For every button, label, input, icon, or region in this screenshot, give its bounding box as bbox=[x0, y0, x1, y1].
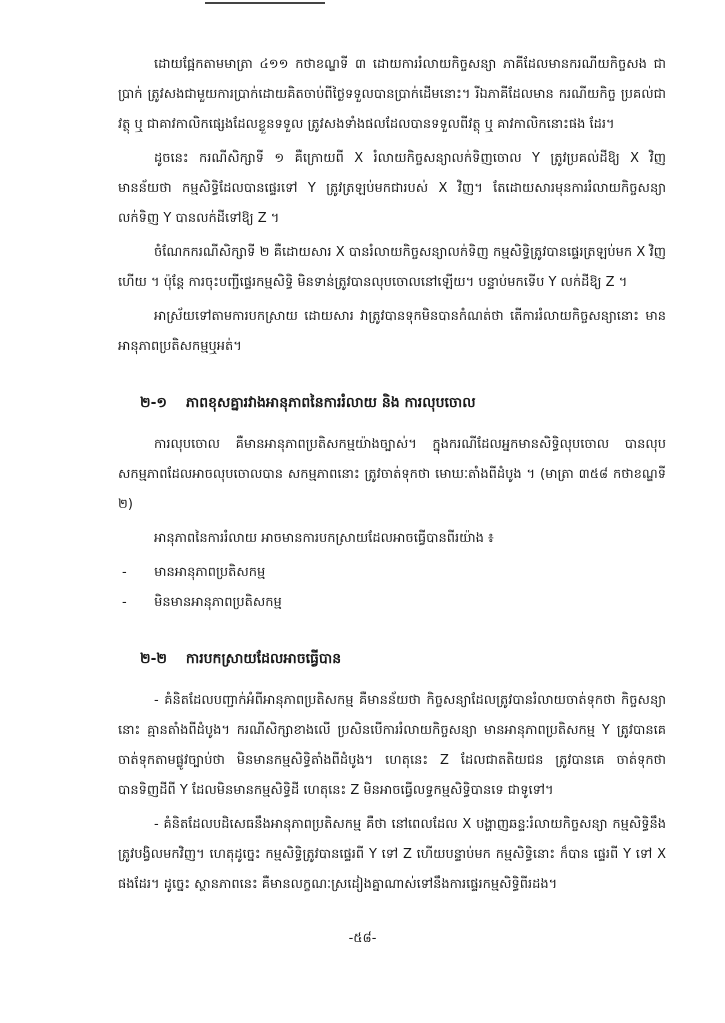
list-dash: - bbox=[122, 595, 127, 610]
list-item-text: មានអានុភាពប្រតិសកម្ម bbox=[154, 565, 266, 580]
list-item bbox=[118, 558, 666, 588]
section-heading-2-2 bbox=[140, 644, 666, 674]
list-dash: - bbox=[122, 565, 127, 580]
paragraph-6: អានុភាពនៃការរំលាយ អាចមានការបកស្រាយដែលអាចធ្វើបានពីរយ៉ាង ៖ bbox=[154, 531, 494, 546]
document-page bbox=[118, 50, 666, 904]
list-item bbox=[118, 588, 666, 618]
paragraph-1: ដោយផ្អែកតាមមាត្រា ៤១១ កថាខណ្ឌទី ៣ ដោយការរំលាយកិច្ចសន្យា ភាគីដែលមានករណីយកិច្ចសង ជាប្រាក់ ត្រូវសងជាមួយការប្រាក់ដោយគិតចាប់ពីថ្ងៃទទួលបានប្រាក់ដើមនោះ។ រីឯភាគីដែលមាន ករណីយកិច្ច ប្រគល់ជាវត្ថុ ឬ ជាគាវកាលិកផ្សេងដែលខ្លួនទទួល ត្រូវសងទាំងផលដែលបានទទួលពីវត្ថុ ឬ គាវកាលិកនោះផង ដែរ។ bbox=[118, 57, 666, 132]
paragraph-5: ការលុបចោល គឺមានអានុភាពប្រតិសកម្មយ៉ាងច្បាស់។ ក្នុងករណីដែលអ្នកមានសិទ្ធិលុបចោល បានលុប សកម្មភាពដែលអាចលុបចោលបាន សកម្មភាពនោះ ត្រូវចាត់ទុកថា មោឃៈតាំងពីដំបូង ។ (មាត្រា ៣៥៨ កថាខណ្ឌទី ២) bbox=[118, 437, 666, 512]
paragraph-7: - គំនិតដែលបញ្ជាក់អំពីអានុភាពប្រតិសកម្ម គឺមានន័យថា កិច្ចសន្យាដែលត្រូវបានរំលាយចាត់ទុកថា កិច្ចសន្យានោះ គ្មានតាំងពីដំបូង។ ករណីសិក្សាខាងលើ ប្រសិនបើការរំលាយកិច្ចសន្យា មានអានុភាពប្រតិសកម្ម Y ត្រូវបានគេចាត់ទុកតាមផ្លូវច្បាប់ថា មិនមានកម្មសិទ្ធិតាំងពីដំបូង។ ហេតុនេះ Z ដែលជាតតិយជន ត្រូវបានគេ ចាត់ទុកថា បានទិញដីពី Y ដែលមិនមានកម្មសិទ្ធិដី ហេតុនេះ Z មិនអាចធ្វើលទ្ធកម្មសិទ្ធិបានទេ ជាទូទៅ។ bbox=[118, 693, 666, 798]
paragraph-4: អាស្រ័យទៅតាមការបកស្រាយ ដោយសារ វាត្រូវបានទុកមិនបានកំណត់ថា តើការរំលាយកិច្ចសន្យានោះ មានអានុភាពប្រតិសកម្មឬអត់។ bbox=[118, 309, 666, 354]
section-title: ភាពខុសគ្នារវាងអានុភាពនៃការរំលាយ និង ការលុបចោល bbox=[185, 395, 476, 411]
section-title: ការបកស្រាយដែលអាចធ្វើបាន bbox=[185, 651, 342, 667]
section-number: ២-២ bbox=[140, 651, 168, 667]
paragraph-3: ចំណែកករណីសិក្សាទី ២ គឺដោយសារ X បានរំលាយកិច្ចសន្យាលក់ទិញ កម្មសិទ្ធិត្រូវបានផ្ទេរត្រឡប់មក X វិញហើយ ។ ប៉ុន្តែ ការចុះបញ្ជីផ្ទេរកម្មសិទ្ធិ មិនទាន់ត្រូវបានលុបចោលនៅឡើយ។ បន្ទាប់មកទើប Y លក់ដីឱ្យ Z ។ bbox=[118, 245, 666, 290]
section-heading-2-1 bbox=[140, 388, 666, 418]
paragraph-2: ដូចនេះ ករណីសិក្សាទី ១ គឺក្រោយពី X រំលាយកិច្ចសន្យាលក់ទិញចោល Y ត្រូវប្រគល់ដីឱ្យ X វិញ មានន័យថា កម្មសិទ្ធិដែលបានផ្ទេរទៅ Y ត្រូវត្រឡប់មកជារបស់ X វិញ។ តែដោយសារមុនការរំលាយកិច្ចសន្យា លក់ទិញ Y បានលក់ដីទៅឱ្យ Z ។ bbox=[118, 151, 666, 226]
paragraph-8: - គំនិតដែលបដិសេធនឹងអានុភាពប្រតិសកម្ម គឺថា នៅពេលដែល X បង្ហាញឆន្ទៈរំលាយកិច្ចសន្យា កម្មសិទ្ធិនឹងត្រូវបង្វិលមកវិញ។ ហេតុដូច្នេះ កម្មសិទ្ធិត្រូវបានផ្ទេរពី Y ទៅ Z ហើយបន្ទាប់មក កម្មសិទ្ធិនោះ ក៏បាន ផ្ទេរពី Y ទៅ X ផងដែរ។ ដូច្នេះ ស្ថានភាពនេះ គឺមានលក្ខណៈស្រដៀងគ្នាណាស់ទៅនឹងការផ្ទេរកម្មសិទ្ធិពីរដង។ bbox=[118, 817, 666, 892]
section-number: ២-១ bbox=[140, 395, 168, 411]
page-number: -៥៨- bbox=[348, 931, 377, 946]
list-item-text: មិនមានអានុភាពប្រតិសកម្ម bbox=[154, 595, 282, 610]
interpretation-list bbox=[118, 558, 666, 618]
top-rule bbox=[205, 2, 325, 4]
